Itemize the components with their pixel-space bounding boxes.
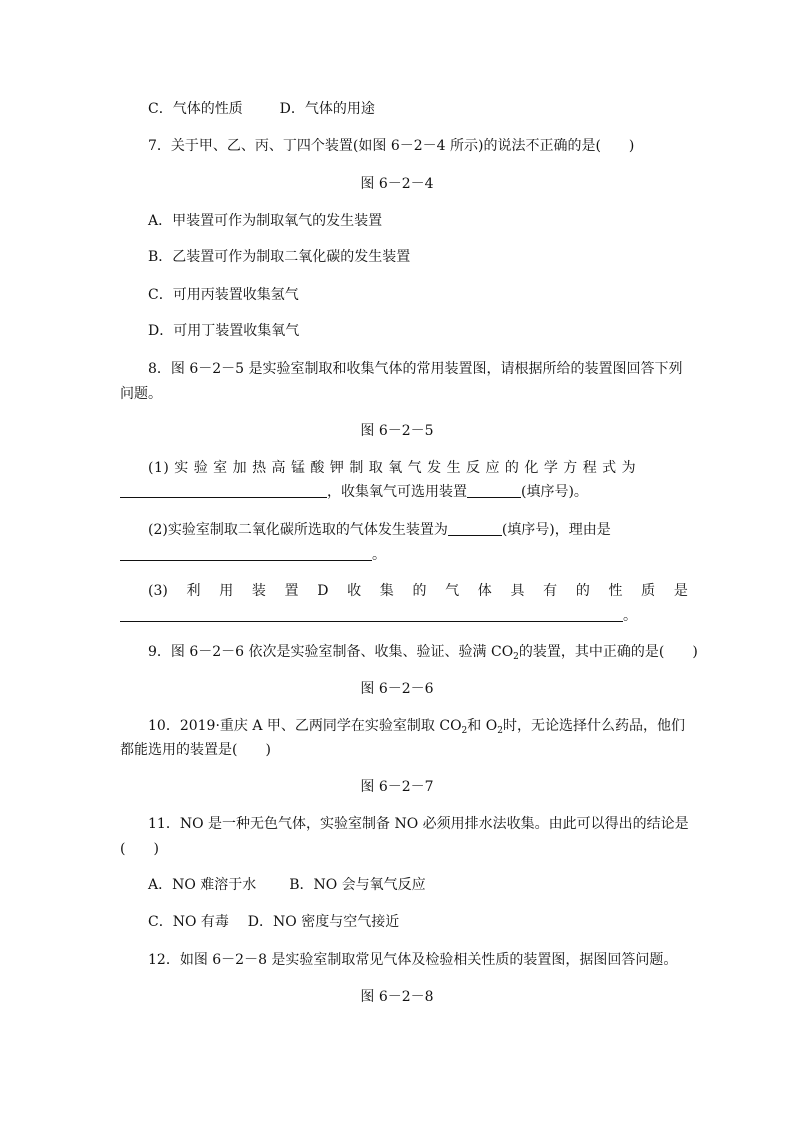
q8-part3-word: 置 (284, 583, 299, 599)
q10-figure-caption: 图 6－2－7 (360, 779, 434, 795)
q9-stem (148, 643, 698, 666)
q8-part3-word: D (317, 583, 329, 599)
q8-part2-line2 (120, 546, 386, 564)
q8-part3-word: 有 (543, 583, 558, 599)
q8-part3-word: 集 (379, 583, 394, 599)
q8-part3-word: 气 (445, 583, 460, 599)
q8-part3-word: 收 (347, 583, 362, 599)
q8-part2-line1 (148, 521, 611, 539)
q10-stem-line2: 都能选用的装置是( ) (120, 742, 271, 758)
q8-part1-mid-text: ，收集氧气可选用装置 (327, 484, 467, 500)
q8-part3-word: (3) (148, 583, 168, 599)
q11-option-c-d-line (148, 913, 399, 931)
q8-part3-word: 利 (186, 583, 201, 599)
q9-figure-caption: 图 6－2－6 (360, 681, 434, 697)
subscript: 2 (513, 652, 519, 662)
q10-text-c: 时，无论选择什么药品，他们 (502, 718, 685, 734)
q11-stem-line2: ( ) (120, 841, 159, 857)
q11-option-a: A．NO 难溶于水 (148, 877, 257, 893)
q8-part3-word: 是 (673, 583, 688, 599)
q9-stem-text-a: 9．图 6－2－6 依次是实验室制备、收集、验证、验满 CO (148, 644, 514, 660)
q8-part3-word: 用 (219, 583, 234, 599)
q11-option-c: C．NO 有毒 (148, 914, 229, 930)
q8-part3-line2 (120, 607, 637, 625)
answer-blank[interactable] (120, 546, 372, 561)
q11-option-d: D．NO 密度与空气接近 (247, 914, 400, 930)
answer-blank[interactable] (120, 483, 327, 498)
subscript: 2 (461, 726, 468, 736)
q8-figure-caption: 图 6－2－5 (360, 423, 434, 439)
q8-part2-text-a: (2)实验室制取二氧化碳所选取的气体发生装置为 (148, 522, 448, 538)
subscript: 2 (497, 726, 503, 736)
q7-option-c: C．可用丙装置收集氢气 (148, 287, 299, 303)
q7-figure-caption: 图 6－2－4 (360, 176, 434, 192)
q7-option-d: D．可用丁装置收集氧气 (148, 323, 300, 339)
q8-part3-end: 。 (623, 608, 637, 624)
q6-option-c: C．气体的性质 (148, 101, 243, 117)
q11-option-a-b-line (148, 876, 426, 894)
q8-part3-word: 具 (510, 583, 525, 599)
q7-stem: 7．关于甲、乙、丙、丁四个装置(如图 6－2－4 所示)的说法不正确的是( ) (148, 138, 635, 154)
q8-part1-line2 (120, 483, 588, 501)
q8-part3-word: 质 (641, 583, 656, 599)
q9-stem-text-b: 的装置，其中正确的是( ) (518, 644, 698, 660)
q8-part3-word: 性 (608, 583, 623, 599)
answer-blank[interactable] (448, 521, 502, 536)
q8-part3-word: 体 (477, 583, 492, 599)
q8-part1-line1: (1) 实 验 室 加 热 高 锰 酸 钾 制 取 氧 气 发 生 反 应 的 化 学 方 程 式 为 (148, 460, 637, 476)
q6-option-d: D．气体的用途 (279, 101, 375, 117)
q11-stem-line1: 11．NO 是一种无色气体，实验室制备 NO 必须用排水法收集。由此可以得出的结论是 (148, 816, 689, 832)
q8-stem-line2: 问题。 (120, 386, 162, 402)
q8-stem-line1: 8．图 6－2－5 是实验室制取和收集气体的常用装置图，请根据所给的装置图回答下列 (148, 361, 683, 377)
q11-option-b: B．NO 会与氧气反应 (289, 877, 426, 893)
q8-part2-end: 。 (372, 547, 386, 563)
q12-stem: 12．如图 6－2－8 是实验室制取常见气体及检验相关性质的装置图，据图回答问题。 (148, 952, 678, 968)
q10-stem-line1 (148, 717, 685, 740)
q8-part3-word: 的 (575, 583, 590, 599)
q8-part2-text-b: (填序号)，理由是 (501, 522, 611, 538)
answer-blank[interactable] (120, 607, 623, 622)
q8-part3-word: 装 (251, 583, 266, 599)
q6-option-c-d-line (148, 100, 375, 118)
q8-part3-line1 (148, 582, 688, 600)
q7-option-b: B．乙装置可作为制取二氧化碳的发生装置 (148, 249, 411, 265)
q10-text-b: 和 O (467, 718, 498, 734)
answer-blank[interactable] (467, 483, 521, 498)
q8-part1-end-text: (填序号)。 (521, 484, 588, 500)
q12-figure-caption: 图 6－2－8 (360, 989, 434, 1005)
q8-part3-word: 的 (412, 583, 427, 599)
q10-text-a: 10．2019·重庆 A 甲、乙两同学在实验室制取 CO (148, 718, 462, 734)
q7-option-a: A．甲装置可作为制取氧气的发生装置 (148, 213, 383, 229)
